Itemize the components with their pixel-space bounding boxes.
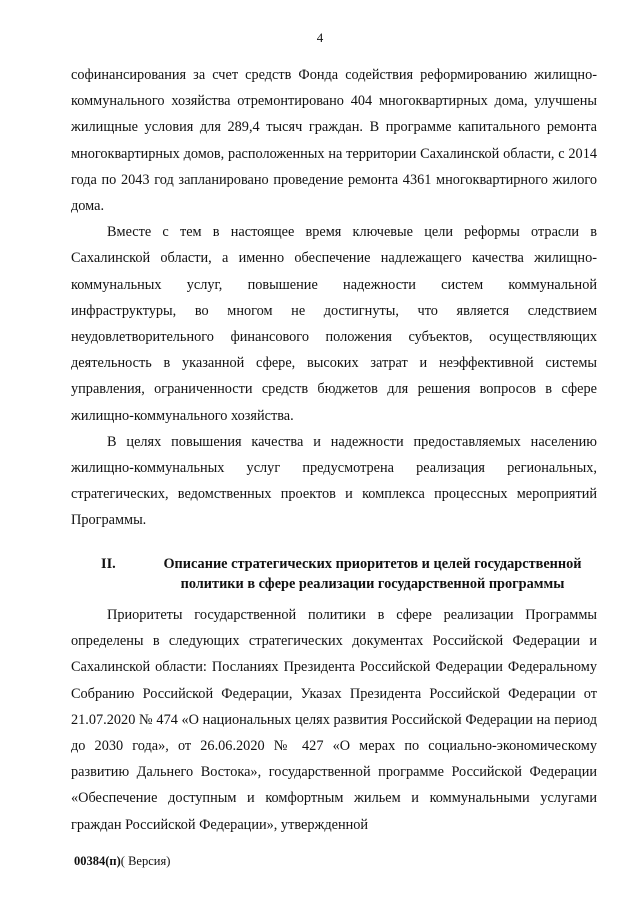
paragraph: Вместе с тем в настоящее время ключевые цели реформы отрасли в Сахалинской области, а именно обеспечение надлежащего качества жилищно-коммунальных услуг, повышение надежности систем коммунальной инфраструктуры, во многом не достигнуты, что является следствием неудовлетворительного финансового положения субъектов, осуществляющих деятельность в указанной сфере, высоких затрат и неэффективной системы управления, ограниченности средств бюджетов для решения вопросов в сфере жилищно-коммунального хозяйства.: [71, 224, 597, 424]
document-footer: [74, 854, 170, 869]
paragraph: софинансирования за счет средств Фонда содействия реформированию жилищно-коммунального хозяйства отремонтировано 404 многоквартирных дома, улучшены жилищные условия для 289,4 тысяч граждан. В программе капитального ремонта многоквартирных домов, расположенных на территории Сахалинской области, с 2014 года по 2043 год запланировано проведение ремонта 4361 многоквартирного жилого дома.: [71, 67, 597, 215]
section-heading: [71, 554, 597, 594]
paragraph: В целях повышения качества и надежности предоставляемых населению жилищно-коммунальных услуг предусмотрена реализация региональных, стратегических, ведомственных проектов и комплекса процессных мероприятий Программы.: [71, 433, 597, 529]
document-body-top: [71, 62, 597, 534]
document-body-bottom: [71, 602, 597, 838]
document-version: ( Версия): [120, 854, 171, 868]
section-title: Описание стратегических приоритетов и целей государственной политики в сфере реализации государственной программы: [163, 556, 582, 592]
section-number: II.: [101, 556, 116, 572]
paragraph: Приоритеты государственной политики в сфере реализации Программы определены в следующих стратегических документах Российской Федерации и Сахалинской области: Посланиях Президента Российской Федерации Федеральному Собранию Российской Федерации, Указах Президента Российской Федерации от 21.07.2020 № 474 «О национальных целях развития Российской Федерации на период до 2030 года», от 26.06.2020 № 427 «О мерах по социально-экономическому развитию Дальнего Востока», государственной программе Российской Федерации «Обеспечение доступным и комфортным жильем и коммунальными услугами граждан Российской Федерации», утвержденной: [71, 607, 597, 833]
document-code: 00384(п): [74, 854, 121, 868]
page-number: 4: [316, 30, 324, 45]
